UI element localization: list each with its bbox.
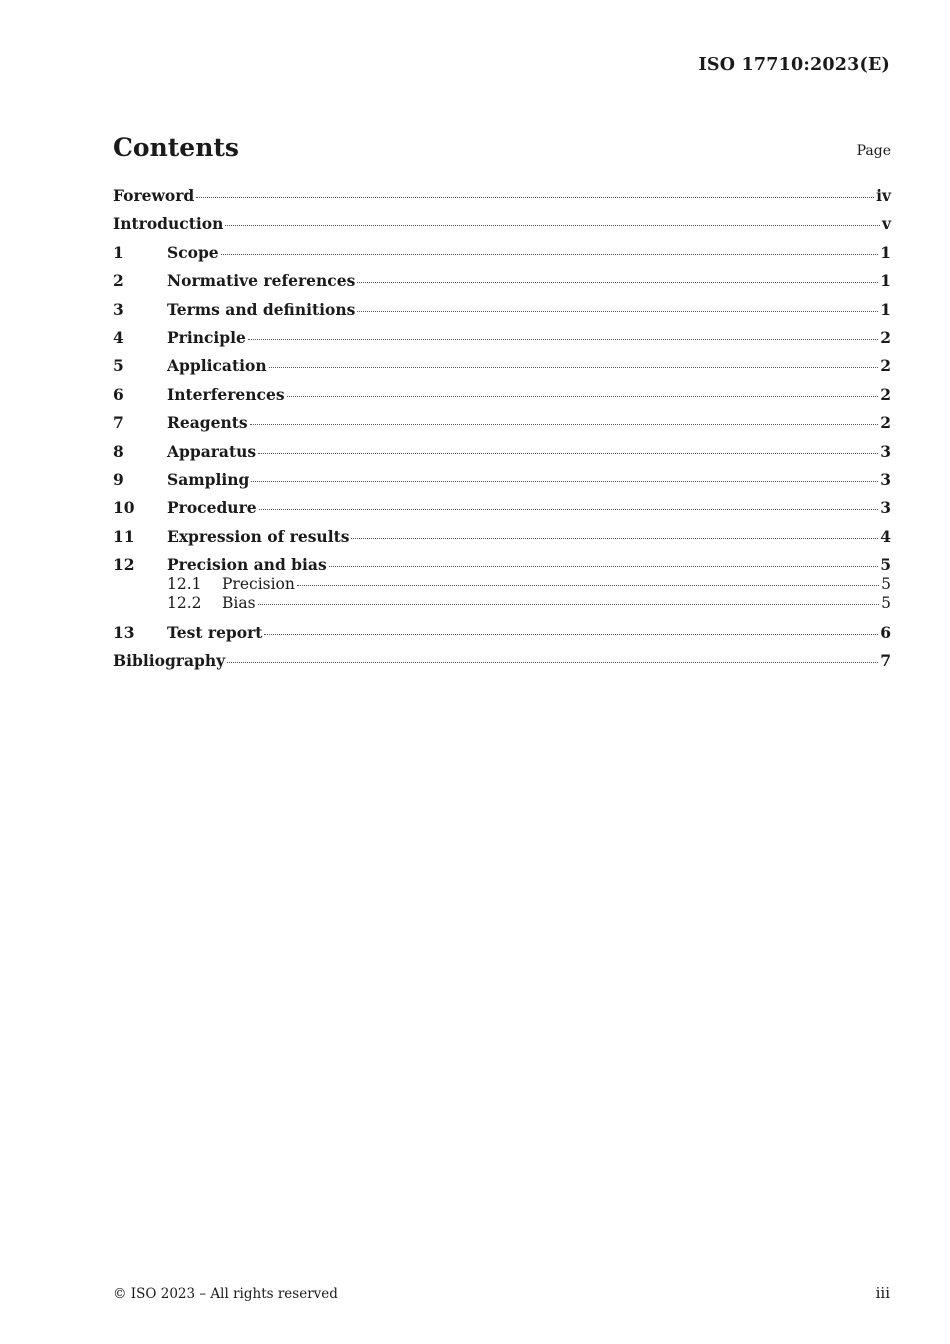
toc-leader-dots <box>227 661 878 663</box>
toc-leader-dots <box>329 565 879 567</box>
footer-page-number: iii <box>875 1284 890 1302</box>
toc-entry-page: 3 <box>880 498 891 518</box>
toc-entry-page: 2 <box>880 327 891 347</box>
toc-leader-dots <box>258 603 880 605</box>
toc-entry-number: 2 <box>113 271 124 291</box>
toc-entry-number: 8 <box>113 441 124 461</box>
toc-heading: Contents <box>113 133 240 162</box>
toc-entry[interactable] <box>113 356 891 384</box>
toc-subentry-page: 5 <box>881 575 891 594</box>
toc-entry-number: 13 <box>113 623 135 643</box>
toc-entry-title: Scope <box>167 242 219 262</box>
toc-entry[interactable] <box>113 271 891 299</box>
toc-entry-number: 1 <box>113 242 124 262</box>
toc-entry[interactable] <box>113 328 891 356</box>
toc-leader-dots <box>269 366 879 368</box>
document-id: ISO 17710:2023(E) <box>698 55 890 75</box>
toc-entry-number: 9 <box>113 469 124 489</box>
table-of-contents <box>113 186 891 680</box>
toc-entry-page: 1 <box>880 271 891 291</box>
toc-leader-dots <box>248 338 878 340</box>
toc-entry[interactable] <box>113 555 891 575</box>
toc-entry-title: Normative references <box>167 271 356 291</box>
toc-entry[interactable] <box>113 498 891 526</box>
toc-entry-number: 5 <box>113 356 124 376</box>
toc-leader-dots <box>251 480 878 482</box>
toc-entry-title: Sampling <box>167 469 250 489</box>
toc-entry-number: 3 <box>113 299 124 319</box>
toc-leader-dots <box>258 452 878 454</box>
toc-entry-title: Application <box>167 356 267 376</box>
toc-entry-page: 5 <box>880 555 891 575</box>
toc-entry[interactable] <box>113 214 891 242</box>
toc-entry-title: Precision and bias <box>167 555 327 575</box>
toc-entry-page: 2 <box>880 356 891 376</box>
toc-entry-title: Bibliography <box>113 651 226 671</box>
toc-entry[interactable] <box>113 385 891 413</box>
toc-entry-number: 7 <box>113 413 124 433</box>
toc-entry-page: 1 <box>880 242 891 262</box>
toc-entry-number: 11 <box>113 526 135 546</box>
toc-entry[interactable] <box>113 442 891 470</box>
toc-entry[interactable] <box>113 623 891 651</box>
toc-entry-title: Terms and definitions <box>167 299 356 319</box>
toc-leader-dots <box>264 633 878 635</box>
toc-leader-dots <box>297 584 879 586</box>
toc-leader-dots <box>259 508 879 510</box>
toc-entry-title: Reagents <box>167 413 248 433</box>
toc-entry[interactable] <box>113 527 891 555</box>
toc-subentry-number: 12.2 <box>167 594 202 613</box>
toc-leader-dots <box>225 224 880 226</box>
page-column-label: Page <box>856 143 891 159</box>
toc-subentry-title: Precision <box>222 575 295 594</box>
toc-entry-number: 12 <box>113 555 135 575</box>
toc-entry-page: iv <box>876 186 891 205</box>
toc-leader-dots <box>250 423 879 425</box>
toc-subentry[interactable] <box>113 575 891 594</box>
toc-subentry-number: 12.1 <box>167 575 202 594</box>
toc-entry[interactable] <box>113 243 891 271</box>
toc-entry[interactable] <box>113 470 891 498</box>
toc-entry[interactable] <box>113 413 891 441</box>
toc-entry-number: 6 <box>113 384 124 404</box>
footer-copyright: © ISO 2023 – All rights reserved <box>113 1286 338 1302</box>
toc-entry-page: 2 <box>880 413 891 433</box>
toc-leader-dots <box>196 196 874 198</box>
toc-entry-title: Foreword <box>113 186 195 205</box>
toc-leader-dots <box>357 281 878 283</box>
toc-subentry-title: Bias <box>222 594 256 613</box>
toc-entry-page: 2 <box>880 384 891 404</box>
toc-entry-page: 7 <box>880 651 891 671</box>
toc-entry-title: Expression of results <box>167 526 350 546</box>
toc-entry[interactable] <box>113 651 891 679</box>
toc-entry-page: 6 <box>880 623 891 643</box>
toc-entry-page: 1 <box>880 299 891 319</box>
toc-leader-dots <box>287 395 879 397</box>
toc-leader-dots <box>357 310 878 312</box>
toc-entry[interactable] <box>113 300 891 328</box>
toc-entry-title: Apparatus <box>167 441 257 461</box>
toc-entry-page: 3 <box>880 441 891 461</box>
toc-entry-title: Procedure <box>167 498 257 518</box>
toc-entry-page: 4 <box>880 526 891 546</box>
toc-entry-number: 10 <box>113 498 135 518</box>
toc-leader-dots <box>221 253 879 255</box>
toc-entry-page: v <box>881 214 891 234</box>
toc-entry[interactable] <box>113 186 891 214</box>
toc-entry-title: Introduction <box>113 214 224 234</box>
toc-subentry[interactable] <box>113 594 891 613</box>
toc-leader-dots <box>351 537 878 539</box>
toc-entry-title: Principle <box>167 327 246 347</box>
toc-entry-number: 4 <box>113 327 124 347</box>
toc-subentry-page: 5 <box>881 594 891 613</box>
toc-entry-title: Test report <box>167 623 263 643</box>
toc-entry-title: Interferences <box>167 384 285 404</box>
toc-entry-page: 3 <box>880 469 891 489</box>
